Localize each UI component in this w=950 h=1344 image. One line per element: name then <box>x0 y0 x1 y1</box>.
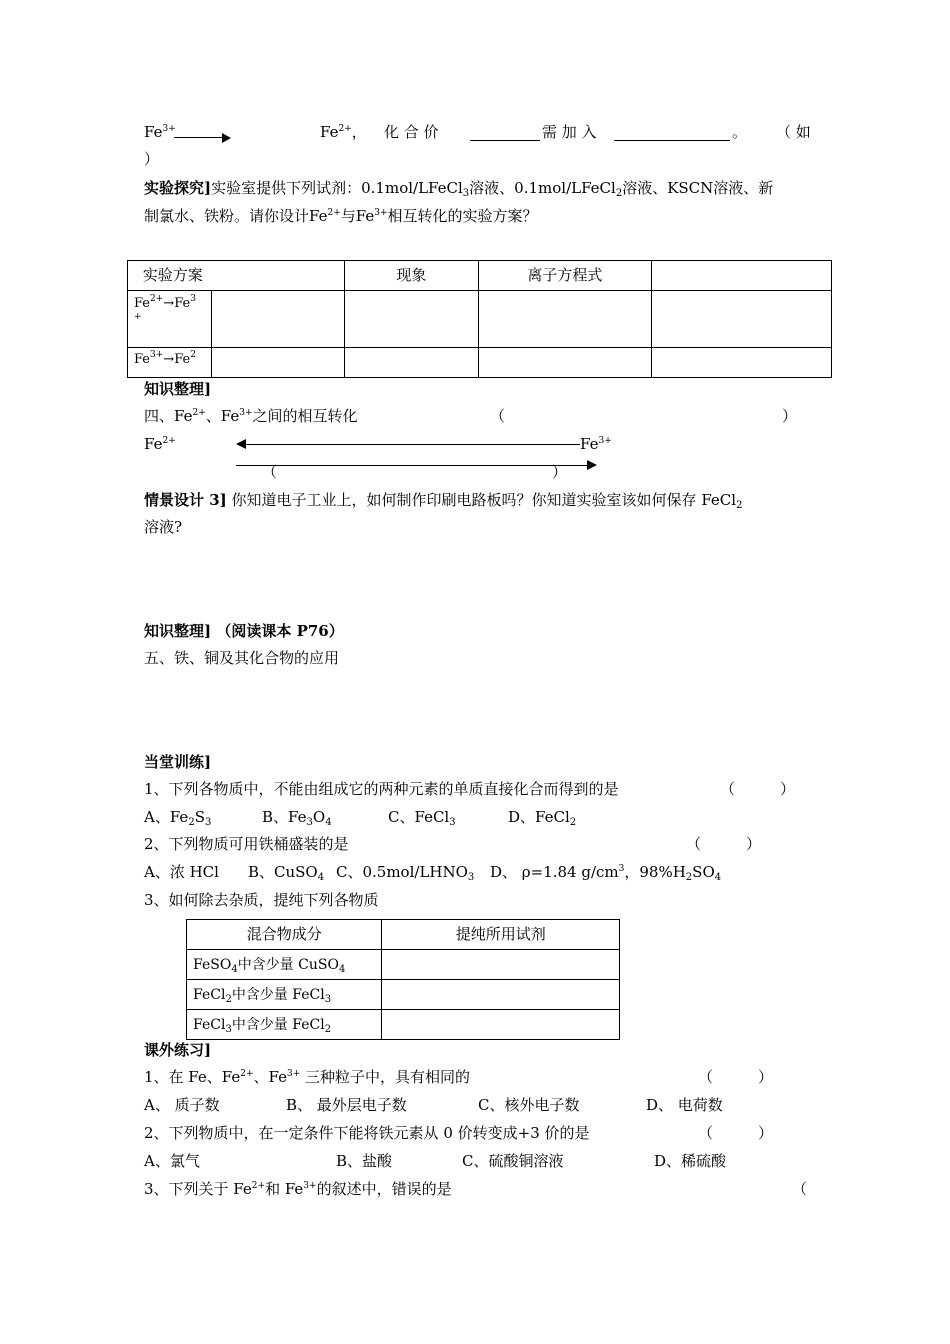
lower-open-paren: （ <box>262 463 278 481</box>
practice-q2-option-a[interactable]: A、浓 HCl <box>144 863 219 881</box>
fe2-left: $Fe^{2+}$ <box>144 435 176 453</box>
table-cell[interactable] <box>212 348 344 378</box>
homework-q2: 2、下列物质中，在一定条件下能将铁元素从 0 价转变成+3 价的是 <box>144 1124 590 1142</box>
table-cell[interactable] <box>344 291 479 348</box>
practice-q2: 2、下列物质可用铁桶盛装的是 <box>144 835 349 853</box>
homework-q1-option-b[interactable]: B、 最外层电子数 <box>286 1096 407 1114</box>
table-cell[interactable] <box>344 348 479 378</box>
table2-cell[interactable] <box>382 950 620 980</box>
homework-q3: 3、下列关于 $Fe^{2+}$和 $Fe^{3+}$的叙述中，错误的是 <box>144 1180 452 1198</box>
lower-close-paren: ） <box>552 463 568 481</box>
practice-q1-option-d[interactable]: D、FeCl$_2$ <box>508 808 577 828</box>
homework-q2-option-b[interactable]: B、盐酸 <box>336 1152 393 1170</box>
section-five-title: 五、铁、铜及其化合物的应用 <box>144 649 340 667</box>
homework-q2-option-a[interactable]: A、氯气 <box>144 1152 200 1170</box>
section-four-open-paren: （ <box>490 407 506 425</box>
fe2-target: $Fe^{2+}$， <box>320 123 367 141</box>
practice-q2-option-d[interactable]: D、 ρ=1.84 $g/cm^3$，$98\%H_2SO_4$ <box>490 863 722 883</box>
practice-q1-option-c[interactable]: C、FeCl$_3$ <box>388 808 456 828</box>
table2-cell[interactable] <box>382 1010 620 1040</box>
valence-label: 化 合 价 <box>384 123 439 141</box>
homework-q1-answer[interactable]: （ ） <box>698 1068 774 1086</box>
example-paren: （ 如 <box>776 123 811 141</box>
homework-label: 课外练习] <box>144 1041 212 1059</box>
period: 。 <box>732 123 748 141</box>
experiment-line-2: 制氯水、铁粉。请你设计$Fe^{2+}$与$Fe^{3+}$相互转化的实验方案？ <box>144 207 538 225</box>
section-four-title: 四、$Fe^{2+}$、$Fe^{3+}$之间的相互转化 <box>144 407 358 425</box>
practice-q2-option-c[interactable]: C、$0.5mol/LHNO_3$ <box>336 863 475 883</box>
table-header-blank <box>651 261 831 291</box>
knowledge-label-1: 知识整理] <box>144 380 212 398</box>
practice-q1-option-a[interactable]: A、$Fe_2S_3$ <box>144 808 212 828</box>
homework-q1-option-d[interactable]: D、 电荷数 <box>646 1096 723 1114</box>
table-cell[interactable] <box>479 291 651 348</box>
table-header-plan-text: 实验方案 <box>212 261 344 291</box>
homework-q2-option-c[interactable]: C、硫酸铜溶液 <box>462 1152 564 1170</box>
valence-blank[interactable] <box>470 128 540 141</box>
homework-q2-answer[interactable]: （ ） <box>698 1124 774 1142</box>
practice-q1-option-b[interactable]: B、$Fe_3O_4$ <box>262 808 332 828</box>
upper-arrow-line <box>244 444 580 445</box>
homework-q3-answer[interactable]: （ <box>792 1180 808 1198</box>
table-cell[interactable] <box>651 348 831 378</box>
scenario-line-2: 溶液? <box>144 518 183 536</box>
row-fe2-to-fe3: $Fe^{2+}\to Fe^3$ + <box>128 291 212 348</box>
experiment-table <box>127 260 832 378</box>
table-cell[interactable] <box>651 291 831 348</box>
table2-header-reagent: 提纯所用试剂 <box>382 920 620 950</box>
scenario-line-1: 情景设计 3] 你知道电子工业上，如何制作印刷电路板吗？你知道实验室该如何保存 FeCl$_2$ <box>144 491 743 511</box>
practice-q2-option-b[interactable]: B、CuSO$_4$ <box>248 863 325 883</box>
section-four-close-paren: ） <box>782 407 798 425</box>
practice-q1-answer[interactable]: （ ） <box>720 780 796 798</box>
lower-arrow-line <box>236 465 588 466</box>
reagent-blank[interactable] <box>614 128 730 141</box>
need-label: 需 加 入 <box>542 123 597 141</box>
right-arrow-icon <box>587 460 597 470</box>
fe3-right: $Fe^{3+}$ <box>580 435 612 453</box>
experiment-line-1: 实验探究]实验室提供下列试剂：0.1mol/LFeCl$_3$溶液、0.1mol/LFeCl$_2$溶液、KSCN溶液、新 <box>144 179 774 199</box>
conversion-arrow <box>174 137 224 138</box>
homework-q2-option-d[interactable]: D、稀硫酸 <box>654 1152 727 1170</box>
table-cell[interactable] <box>479 348 651 378</box>
close-paren: ） <box>144 150 160 168</box>
practice-q2-answer[interactable]: （ ） <box>686 835 762 853</box>
practice-q3: 3、如何除去杂质，提纯下列各物质 <box>144 891 379 909</box>
table2-row-3: FeCl$_3$中含少量 FeCl$_2$ <box>187 1010 382 1040</box>
practice-q1: 1、下列各物质中，不能由组成它的两种元素的单质直接化合而得到的是 <box>144 780 619 798</box>
table2-header-mixture: 混合物成分 <box>187 920 382 950</box>
table2-row-2: FeCl$_2$中含少量 FeCl$_3$ <box>187 980 382 1010</box>
table-header-equation: 离子方程式 <box>479 261 651 291</box>
table2-cell[interactable] <box>382 980 620 1010</box>
table2-row-1: FeSO$_4$中含少量 CuSO$_4$ <box>187 950 382 980</box>
purification-table <box>186 919 620 1040</box>
table-header-phenomenon: 现象 <box>344 261 479 291</box>
row-fe3-to-fe2: $Fe^{3+}\to Fe^2$ <box>128 348 212 378</box>
homework-q1-option-c[interactable]: C、核外电子数 <box>478 1096 580 1114</box>
homework-q1: 1、在 Fe、$Fe^{2+}$、$Fe^{3+}$ 三种粒子中，具有相同的 <box>144 1068 471 1086</box>
knowledge-label-2: 知识整理] （阅读课本 P76） <box>144 622 344 640</box>
homework-q1-option-a[interactable]: A、 质子数 <box>144 1096 220 1114</box>
table-cell[interactable] <box>212 291 344 348</box>
arrow-head-icon <box>222 133 231 143</box>
fe3-start: $Fe^{3+}$ <box>144 123 176 141</box>
practice-label: 当堂训练] <box>144 753 212 771</box>
